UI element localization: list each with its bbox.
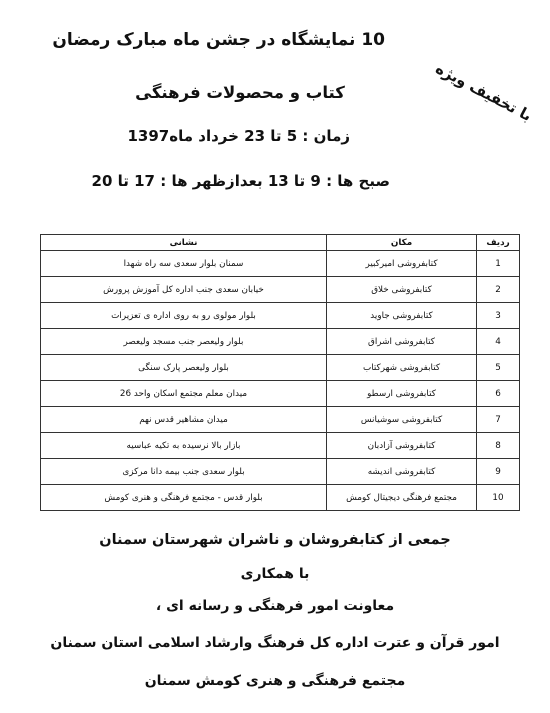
table-row <box>41 277 520 303</box>
row-num: 7 <box>477 407 520 433</box>
table-row <box>41 433 520 459</box>
row-num: 2 <box>477 277 520 303</box>
row-place: کتابفروشی سوشیانس <box>327 407 477 433</box>
row-address: خیابان سعدی جنب اداره کل آموزش پرورش <box>41 277 327 303</box>
row-num: 6 <box>477 381 520 407</box>
row-place: کتابفروشی شهرکتاب <box>327 355 477 381</box>
table-row <box>41 381 520 407</box>
table-row <box>41 303 520 329</box>
row-address: سمنان بلوار سعدی سه راه شهدا <box>41 251 327 277</box>
row-address: بلوار قدس - مجتمع فرهنگی و هنری کومش <box>41 485 327 511</box>
partner-line-1: معاونت امور فرهنگی و رسانه ای ، <box>155 598 395 614</box>
row-address: میدان معلم مجتمع اسکان واحد 26 <box>41 381 327 407</box>
row-num: 8 <box>477 433 520 459</box>
date-line: زمان : 5 تا 23 خرداد ماه1397 <box>127 127 350 145</box>
row-num: 5 <box>477 355 520 381</box>
table-row <box>41 251 520 277</box>
row-place: مجتمع فرهنگی دیجیتال کومش <box>327 485 477 511</box>
table-row <box>41 329 520 355</box>
row-place: کتابفروشی اشراق <box>327 329 477 355</box>
table-row <box>41 407 520 433</box>
hours-line: صبح ها : 9 تا 13 بعدازظهر ها : 17 تا 20 <box>91 172 390 190</box>
row-address: بازار بالا نرسیده به تکیه عباسیه <box>41 433 327 459</box>
row-place: کتابفروشی جاوید <box>327 303 477 329</box>
table-row <box>41 485 520 511</box>
row-num: 3 <box>477 303 520 329</box>
row-address: میدان مشاهیر قدس نهم <box>41 407 327 433</box>
row-address: بلوار سعدی جنب بیمه دانا مرکزی <box>41 459 327 485</box>
header-address: نشانی <box>41 235 327 251</box>
poster-subtitle: کتاب و محصولات فرهنگی <box>135 83 345 102</box>
row-place: کتابفروشی امیرکبیر <box>327 251 477 277</box>
table-row <box>41 355 520 381</box>
header-num: ردیف <box>477 235 520 251</box>
row-num: 1 <box>477 251 520 277</box>
row-num: 4 <box>477 329 520 355</box>
row-num: 9 <box>477 459 520 485</box>
row-address: بلوار ولیعصر پارک سنگی <box>41 355 327 381</box>
cooperation-label: با همکاری <box>240 566 310 582</box>
row-place: کتابفروشی اندیشه <box>327 459 477 485</box>
discount-stamp: با تخفیف ویژه <box>432 59 535 125</box>
row-place: کتابفروشی ارسطو <box>327 381 477 407</box>
exhibition-table <box>40 234 520 511</box>
partner-line-2: امور قرآن و عترت اداره کل فرهنگ وارشاد اسلامی استان سمنان <box>50 635 500 651</box>
row-address: بلوار مولوی رو به روی اداره ی تعزیرات <box>41 303 327 329</box>
header-place: مکان <box>327 235 477 251</box>
organizers-line: جمعی از کتابفروشان و ناشران شهرستان سمنان <box>99 532 451 548</box>
table-row <box>41 459 520 485</box>
row-place: کتابفروشی آزادبان <box>327 433 477 459</box>
row-num: 10 <box>477 485 520 511</box>
row-place: کتابفروشی خلاق <box>327 277 477 303</box>
partner-line-3: مجتمع فرهنگی و هنری کومش سمنان <box>144 673 406 689</box>
row-address: بلوار ولیعصر جنب مسجد ولیعصر <box>41 329 327 355</box>
poster-title: 10 نمایشگاه در جشن ماه مبارک رمضان <box>52 30 385 50</box>
table-header-row <box>41 235 520 251</box>
